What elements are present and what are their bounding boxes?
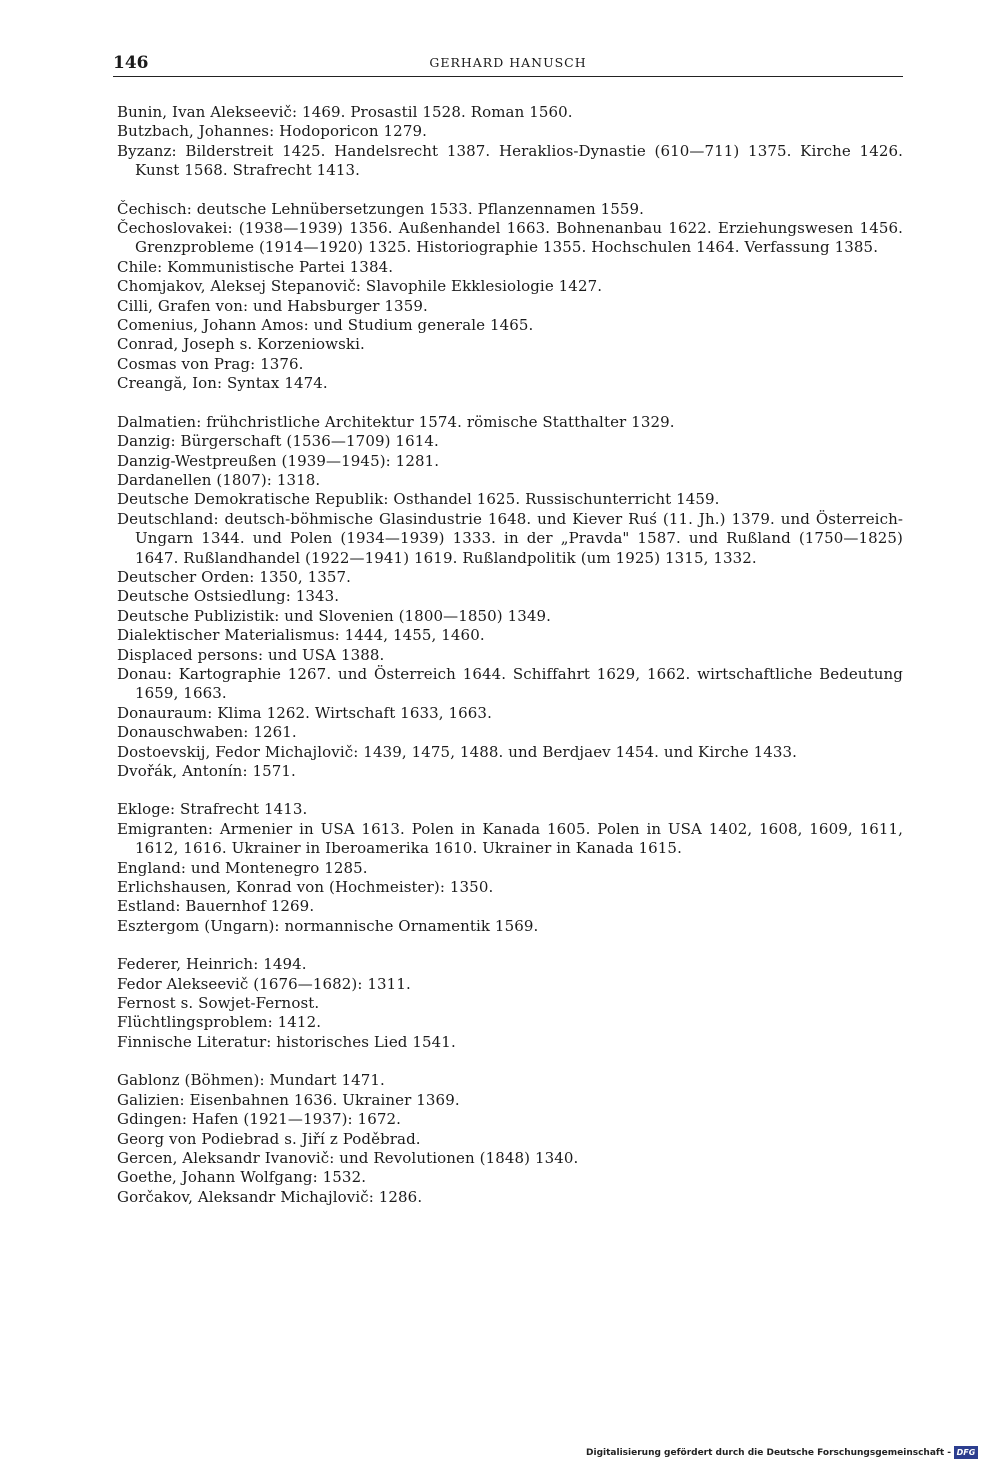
index-entry: Bunin, Ivan Alekseevič: 1469. Prosastil 1528. Roman 1560.: [117, 103, 573, 121]
index-entry: Gablonz (Böhmen): Mundart 1471.: [117, 1071, 385, 1090]
index-entry: Dialektischer Materialismus: 1444, 1455, 1460.: [117, 626, 485, 645]
running-head: GERHARD HANUSCH: [429, 55, 587, 70]
index-entry: Gercen, Aleksandr Ivanovič: und Revolutionen (1848) 1340.: [117, 1148, 579, 1167]
index-entry: Deutsche Publizistik: und Slovenien (1800—1850) 1349.: [117, 606, 552, 625]
index-entry: Gdingen: Hafen (1921—1937): 1672.: [117, 1110, 402, 1129]
index-entry: Chile: Kommunistische Partei 1384.: [117, 257, 394, 276]
index-entry: Čechoslovakei: (1938—1939) 1356. Außenhandel 1663. Bohnenanbau 1622. Erziehungswesen 1456. Grenzprobleme (1914—1920) 1325. Historiographie 1355. Hochschulen 1464. Verfassung 1385.: [117, 219, 903, 257]
index-entry: Galizien: Eisenbahnen 1636. Ukrainer 1369.: [117, 1090, 460, 1109]
index-entry: Deutsche Demokratische Republik: Osthandel 1625. Russischunterricht 1459.: [117, 490, 720, 509]
index-group: [117, 200, 903, 394]
index-entry: Erlichshausen, Konrad von (Hochmeister): 1350.: [117, 878, 494, 897]
index-entry: Donauraum: Klima 1262. Wirtschaft 1633, 1663.: [117, 703, 492, 722]
index-entry: Georg von Podiebrad s. Jiří z Poděbrad.: [117, 1129, 421, 1148]
index-entry: Finnische Literatur: historisches Lied 1541.: [117, 1032, 456, 1051]
index-entry: Deutsche Ostsiedlung: 1343.: [117, 587, 340, 606]
index-entry: Ekloge: Strafrecht 1413.: [117, 800, 308, 819]
index-entry: Dardanellen (1807): 1318.: [117, 470, 321, 489]
index-entry: Deutschland: deutsch-böhmische Glasindustrie 1648. und Kiever Ruś (11. Jh.) 1379. und Österreich-Ungarn 1344. und Polen (1934—1939) 1333. in der „Pravda" 1587. und Rußland (1750—1825) 1647. Rußlandhandel (1922—1941) 1619. Rußlandpolitik (um 1925) 1315, 1332.: [117, 509, 903, 567]
index-entry: Comenius, Johann Amos: und Studium generale 1465.: [117, 316, 534, 335]
index-entry: Fernost s. Sowjet-Fernost.: [117, 994, 320, 1013]
index-entry: Cilli, Grafen von: und Habsburger 1359.: [117, 296, 428, 315]
credit-text: Digitalisierung gefördert durch die Deutsche Forschungsgemeinschaft -: [586, 1447, 951, 1458]
index-entry: Displaced persons: und USA 1388.: [117, 645, 385, 664]
index-group: [117, 800, 903, 936]
index-entry: Butzbach, Johannes: Hodoporicon 1279.: [117, 122, 427, 141]
index-entry: Donau: Kartographie 1267. und Österreich 1644. Schiffahrt 1629, 1662. wirtschaftliche Bedeutung 1659, 1663.: [117, 664, 903, 703]
index-group: [117, 103, 903, 181]
index-entry: Čechisch: deutsche Lehnübersetzungen 1533. Pflanzennamen 1559.: [117, 199, 645, 218]
index-group: [117, 413, 903, 782]
dfg-logo: DFG: [954, 1446, 978, 1459]
page-number: 146: [113, 53, 149, 73]
index-entry: Deutscher Orden: 1350, 1357.: [117, 567, 352, 586]
index-entry: Byzanz: Bilderstreit 1425. Handelsrecht 1387. Heraklios-Dynastie (610—711) 1375. Kirche 1426. Kunst 1568. Strafrecht 1413.: [117, 141, 903, 180]
index-entry: Federer, Heinrich: 1494.: [117, 955, 307, 974]
index-entry: Danzig-Westpreußen (1939—1945): 1281.: [117, 451, 440, 470]
index-body: [117, 103, 903, 1226]
index-entry: Estland: Bauernhof 1269.: [117, 897, 315, 916]
index-entry: Chomjakov, Aleksej Stepanovič: Slavophile Ekklesiologie 1427.: [117, 277, 603, 296]
index-entry: Flüchtlingsproblem: 1412.: [117, 1013, 322, 1032]
page-header: [113, 50, 903, 77]
index-entry: Goethe, Johann Wolfgang: 1532.: [117, 1168, 367, 1187]
index-entry: Cosmas von Prag: 1376.: [117, 354, 304, 373]
index-entry: Creangă, Ion: Syntax 1474.: [117, 374, 328, 393]
index-entry: Dalmatien: frühchristliche Architektur 1574. römische Statthalter 1329.: [117, 412, 675, 431]
index-entry: Fedor Alekseevič (1676—1682): 1311.: [117, 974, 411, 993]
index-group: [117, 955, 903, 1052]
index-entry: England: und Montenegro 1285.: [117, 858, 368, 877]
index-entry: Dostoevskij, Fedor Michajlovič: 1439, 1475, 1488. und Berdjaev 1454. und Kirche 1433.: [117, 742, 798, 761]
index-entry: Donauschwaben: 1261.: [117, 723, 297, 742]
index-entry: Dvořák, Antonín: 1571.: [117, 762, 296, 780]
index-group: [117, 1071, 903, 1207]
index-entry: Danzig: Bürgerschaft (1536—1709) 1614.: [117, 432, 439, 451]
footer-credit: [586, 1446, 978, 1459]
index-entry: Gorčakov, Aleksandr Michajlovič: 1286.: [117, 1187, 423, 1206]
index-entry: Esztergom (Ungarn): normannische Ornamentik 1569.: [117, 916, 539, 935]
index-entry: Emigranten: Armenier in USA 1613. Polen in Kanada 1605. Polen in USA 1402, 1608, 1609, 1611, 1612, 1616. Ukrainer in Iberoamerika 1610. Ukrainer in Kanada 1615.: [117, 819, 903, 858]
index-entry: Conrad, Joseph s. Korzeniowski.: [117, 335, 365, 354]
